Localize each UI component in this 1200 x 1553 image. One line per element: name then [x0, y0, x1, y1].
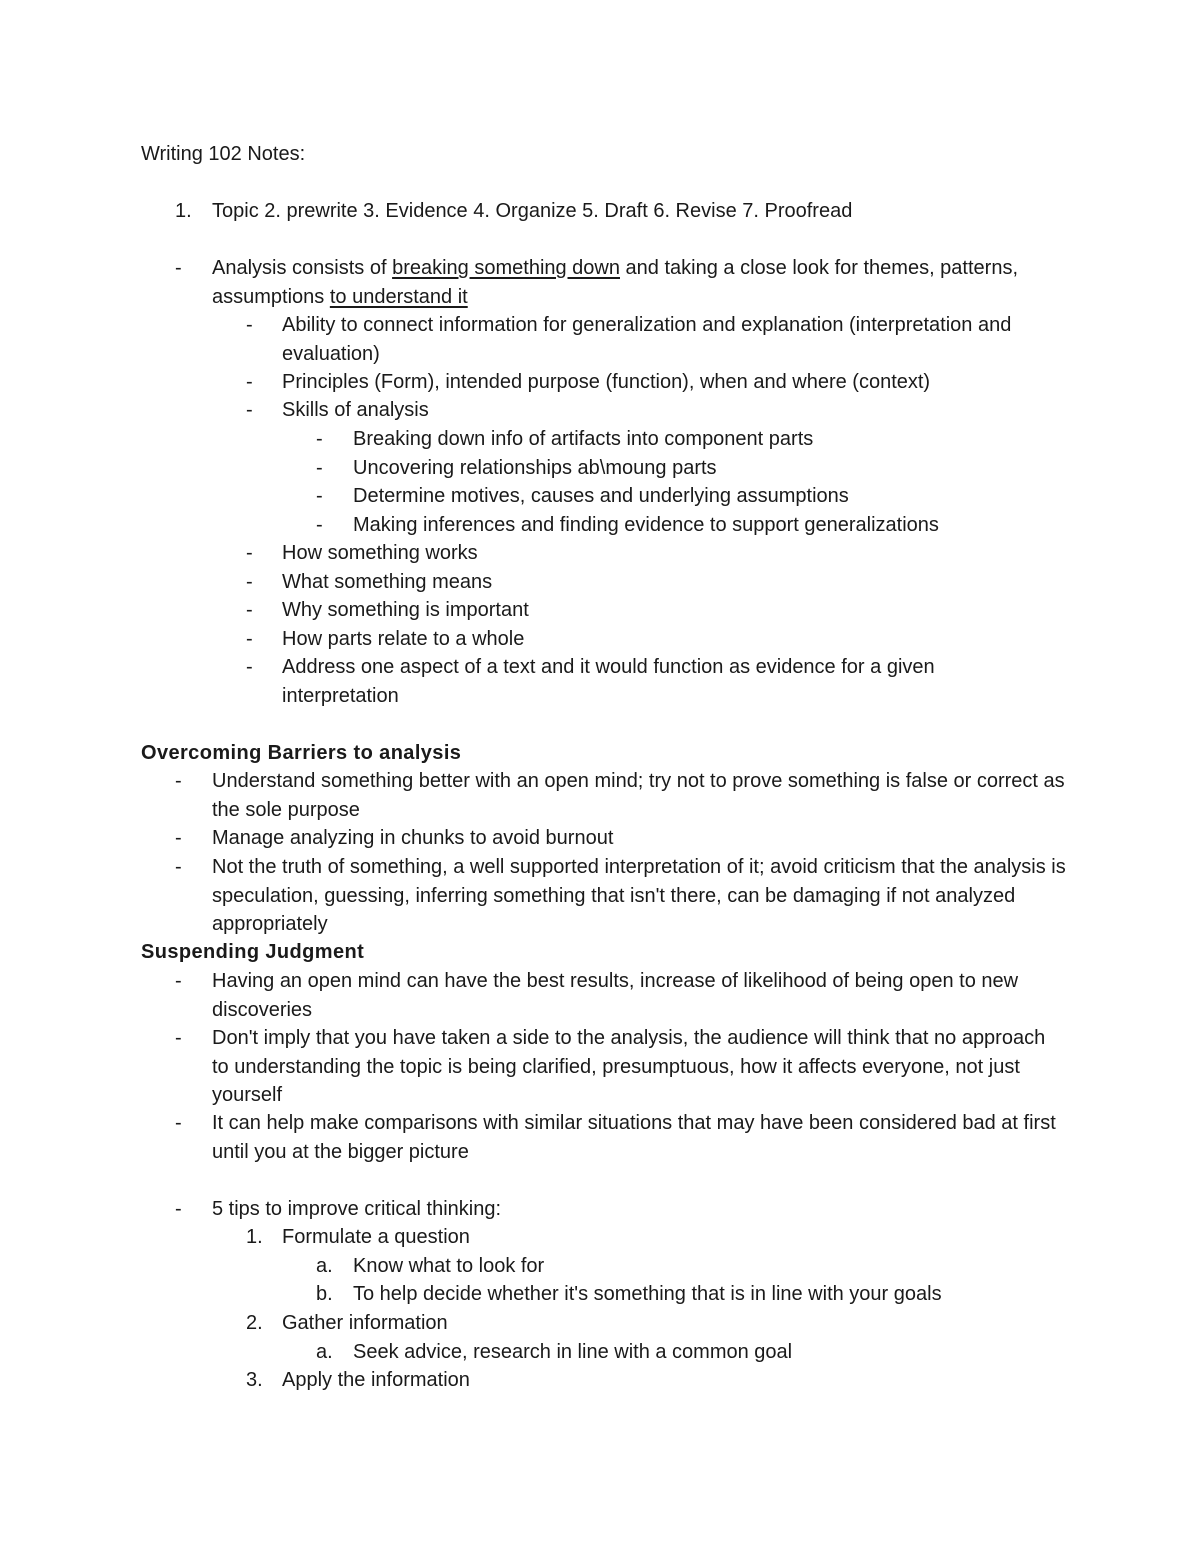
list-marker: -: [175, 1112, 182, 1134]
list-item-text: How parts relate to a whole: [282, 628, 525, 650]
list-marker: -: [246, 656, 253, 678]
list-marker: 3.: [246, 1369, 263, 1391]
list-item-text: Principles (Form), intended purpose (function), when and where (context): [282, 371, 931, 393]
list-item-text: Uncovering relationships ab\moung parts: [353, 457, 717, 479]
list-item-text: Gather information: [282, 1312, 448, 1334]
list-marker: -: [175, 257, 182, 279]
list-marker: -: [316, 428, 323, 450]
list-item-text: Determine motives, causes and underlying assumptions: [353, 485, 849, 507]
list-item-text: Why something is important: [282, 599, 529, 621]
list-marker: 2.: [246, 1312, 263, 1334]
list-marker: -: [175, 827, 182, 849]
list-marker: -: [246, 371, 253, 393]
list-item-text: Breaking down info of artifacts into component parts: [353, 428, 814, 450]
list-marker: -: [175, 770, 182, 792]
list-marker: -: [175, 1027, 182, 1049]
list-marker: -: [246, 571, 253, 593]
list-marker: -: [316, 485, 323, 507]
list-item-text: Know what to look for: [353, 1255, 545, 1277]
list-marker: -: [175, 1198, 182, 1220]
list-marker: -: [246, 542, 253, 564]
list-item-text: Seek advice, research in line with a common goal: [353, 1341, 793, 1363]
list-item-text: Skills of analysis: [282, 399, 429, 421]
list-marker: a.: [316, 1255, 333, 1277]
list-item-text: What something means: [282, 571, 493, 593]
list-marker: -: [246, 628, 253, 650]
list-item-text: Not the truth of something, a well supported interpretation of it; avoid criticism that the analysis is speculation, guessing, inferring something that isn't there, can be damaging if not analyzed appropriately: [212, 856, 1066, 935]
list-marker: 1.: [246, 1226, 263, 1248]
list-marker: -: [316, 457, 323, 479]
list-item-text: It can help make comparisons with similar situations that may have been considered bad at first until you at the bigger picture: [212, 1112, 1056, 1163]
list-marker: -: [246, 599, 253, 621]
list-marker: -: [316, 514, 323, 536]
list-item-text: To help decide whether it's something that is in line with your goals: [353, 1283, 942, 1305]
list-item-text: Having an open mind can have the best results, increase of likelihood of being open to new discoveries: [212, 970, 1019, 1021]
document-title: Writing 102 Notes:: [141, 143, 306, 165]
list-item-text: Understand something better with an open mind; try not to prove something is false or correct as the sole purpose: [212, 770, 1065, 821]
list-item-text: [212, 254, 1072, 311]
list-item-text: Manage analyzing in chunks to avoid burnout: [212, 827, 614, 849]
list-marker: b.: [316, 1283, 333, 1305]
list-item-text: Topic 2. prewrite 3. Evidence 4. Organize 5. Draft 6. Revise 7. Proofread: [212, 200, 853, 222]
list-item-text: 5 tips to improve critical thinking:: [212, 1198, 502, 1220]
list-marker: 1.: [175, 200, 192, 222]
text-run: and taking a close look for themes, patterns, assumptions: [212, 257, 1018, 308]
list-item-text: Address one aspect of a text and it would function as evidence for a given interpretation: [282, 656, 935, 707]
list-item-text: Don't imply that you have taken a side to the analysis, the audience will think that no approach to understanding the topic is being clarified, presumptuous, how it affects everyone, not just yourself: [212, 1027, 1046, 1106]
list-item-text: How something works: [282, 542, 478, 564]
list-marker: a.: [316, 1341, 333, 1363]
list-marker: -: [246, 399, 253, 421]
list-item-text: Formulate a question: [282, 1226, 470, 1248]
list-item-text: Apply the information: [282, 1369, 470, 1391]
underlined-phrase: breaking something down: [392, 257, 620, 279]
list-item-text: Making inferences and finding evidence to support generalizations: [353, 514, 939, 536]
section-heading-barriers: Overcoming Barriers to analysis: [141, 742, 462, 764]
list-marker: -: [175, 970, 182, 992]
list-marker: -: [246, 314, 253, 336]
list-item-text: Ability to connect information for generalization and explanation (interpretation and evaluation): [282, 314, 1012, 365]
section-heading-judgment: Suspending Judgment: [141, 941, 365, 963]
list-marker: -: [175, 856, 182, 878]
text-run: Analysis consists of: [212, 257, 393, 279]
underlined-phrase: to understand it: [329, 285, 468, 308]
